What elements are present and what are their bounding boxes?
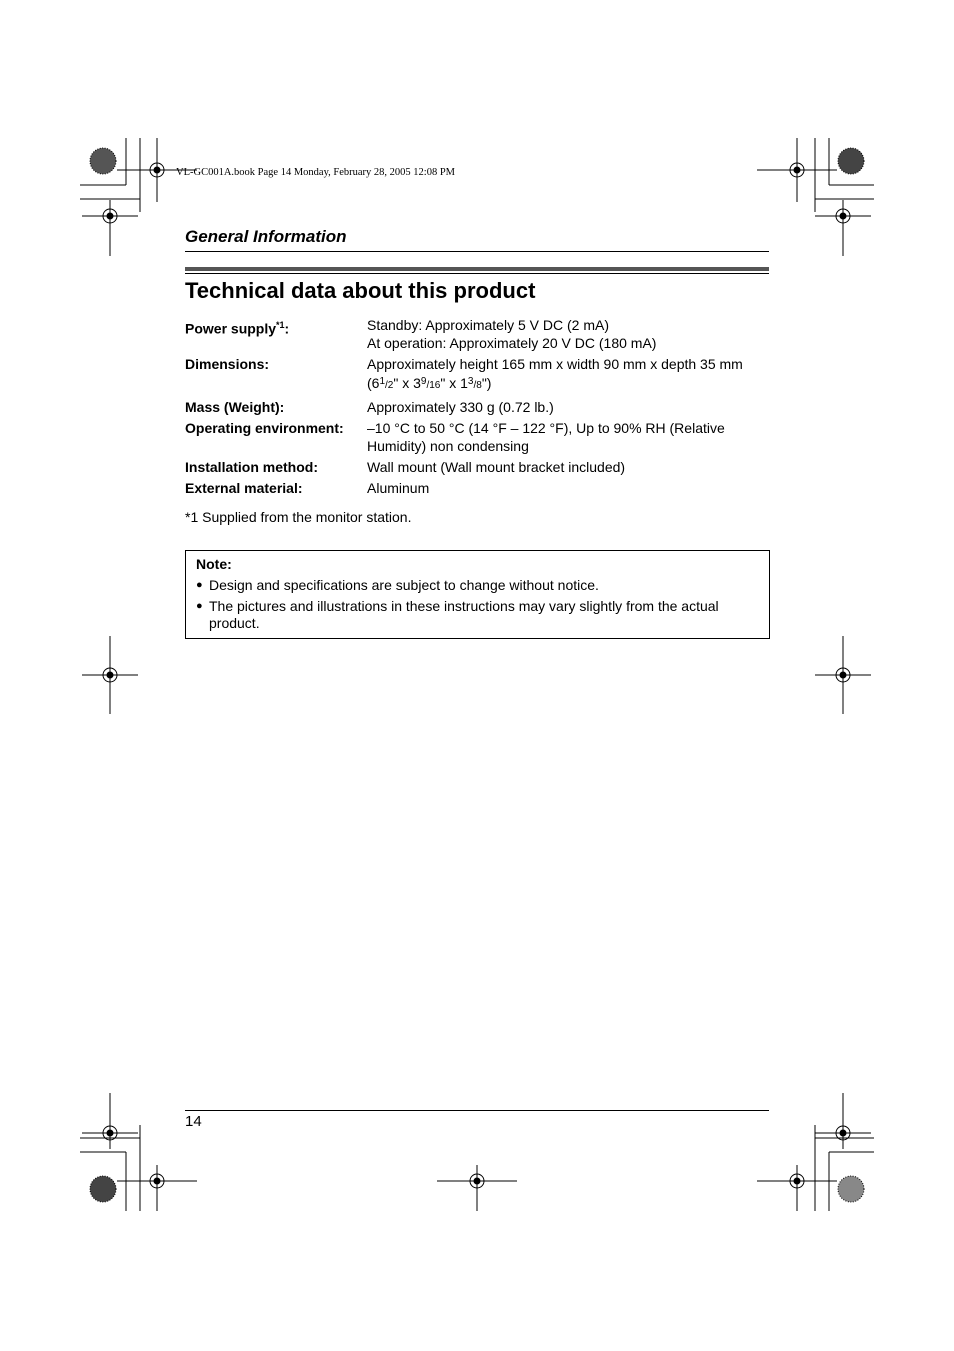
dimensions-value-line1: Approximately height 165 mm x width 90 mm x depth 35 mm — [367, 356, 743, 372]
power-value-line1: Standby: Approximately 5 V DC (2 mA) — [367, 317, 609, 333]
spec-row-environment — [185, 419, 770, 455]
spec-row-dimensions — [185, 355, 770, 395]
dim-num-1: 1 — [379, 376, 386, 387]
dim-den-3: /8 — [473, 380, 482, 391]
dim-mid-1: " x 3 — [393, 375, 421, 391]
environment-value-line2: Humidity) non condensing — [367, 438, 529, 454]
spec-row-material — [185, 479, 770, 497]
spec-value-installation: Wall mount (Wall mount bracket included) — [367, 459, 626, 475]
spec-value-material: Aluminum — [367, 480, 430, 496]
power-label-suffix: : — [284, 320, 290, 337]
note-item — [196, 577, 759, 594]
spec-row-installation — [185, 458, 770, 476]
spec-label-power — [185, 316, 367, 352]
dim-close: ") — [481, 375, 492, 391]
section-rule — [185, 251, 769, 252]
spec-value-dimensions — [367, 355, 770, 395]
note-title: Note: — [196, 556, 232, 572]
power-label-text: Power supply — [185, 320, 277, 337]
power-value-line2: At operation: Approximately 20 V DC (180 mA) — [367, 335, 657, 351]
spec-value-power — [367, 316, 770, 352]
dim-open: (6 — [367, 375, 380, 391]
spec-label-material: External material: — [185, 480, 303, 496]
spec-label-installation: Installation method: — [185, 459, 318, 475]
heading-rule-thick — [185, 267, 769, 271]
spec-row-mass — [185, 398, 770, 416]
page-heading: Technical data about this product — [185, 278, 536, 303]
bullet-icon: ● — [196, 579, 203, 591]
printer-info: VL-GC001A.book Page 14 Monday, February 28, 2005 12:08 PM — [176, 167, 456, 178]
note-item-text: Design and specifications are subject to change without notice. — [209, 577, 599, 593]
dim-den-1: /2 — [385, 380, 394, 391]
environment-value-line1: –10 °C to 50 °C (14 °F – 122 °F), Up to 90% RH (Relative — [367, 420, 725, 436]
spec-value-environment — [367, 419, 770, 455]
spec-value-mass: Approximately 330 g (0.72 lb.) — [367, 399, 554, 415]
footer-rule — [185, 1110, 769, 1111]
dim-num-3: 3 — [467, 376, 474, 387]
dim-den-2: /16 — [426, 380, 441, 391]
spec-label-dimensions: Dimensions: — [185, 356, 270, 372]
bullet-icon: ● — [196, 600, 203, 612]
note-box — [185, 550, 770, 639]
power-footnote-ref: *1 — [276, 320, 285, 330]
spec-label-environment: Operating environment: — [185, 420, 344, 436]
dimensions-value-line2 — [367, 373, 770, 395]
spec-label-mass: Mass (Weight): — [185, 399, 285, 415]
spec-row-power — [185, 316, 770, 352]
dim-num-2: 9 — [420, 376, 427, 387]
section-title: General Information — [185, 227, 347, 246]
heading-rule-thin — [185, 273, 769, 274]
note-item-text: The pictures and illustrations in these instructions may vary slightly from the actual product. — [209, 598, 719, 631]
note-item — [196, 598, 759, 632]
spec-table — [185, 316, 770, 500]
dim-mid-2: " x 1 — [440, 375, 468, 391]
footnote: *1 Supplied from the monitor station. — [185, 509, 412, 525]
page-number: 14 — [185, 1113, 202, 1130]
